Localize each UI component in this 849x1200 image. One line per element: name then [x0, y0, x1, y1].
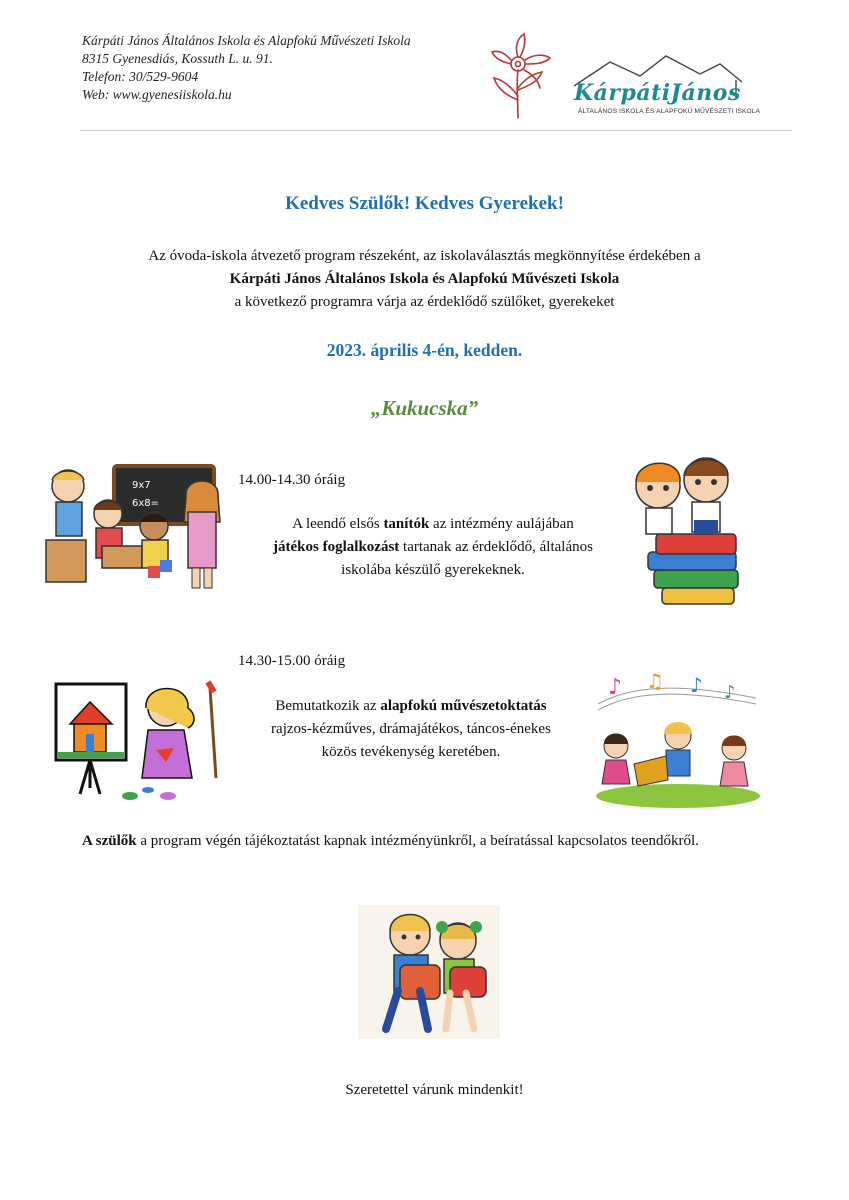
flower-logo-icon [488, 30, 558, 120]
svg-text:♪: ♪ [608, 675, 623, 700]
svg-text:♪: ♪ [690, 673, 703, 697]
session2-line-3: közös tevékenység keretében. [321, 744, 501, 760]
intro-line-1: Az óvoda-iskola átvezető program részeként, az iskolaválasztás megkönnyítése érdekében a [148, 248, 701, 264]
closing-line: Szeretettel várunk mindenkit! [345, 1082, 524, 1098]
school-kids-walking-illustration [358, 905, 500, 1039]
school-name: Kárpáti János Általános Iskola és Alapfokú Művészeti Iskola [82, 33, 411, 48]
intro-line-2: Kárpáti János Általános Iskola és Alapfokú Művészeti Iskola [229, 271, 620, 287]
header-separator [80, 130, 792, 131]
svg-text:♪: ♪ [724, 682, 736, 703]
school-logo-text: KárpátiJános [574, 80, 741, 106]
school-logo-subtext: ÁLTALÁNOS ISKOLA ÉS ALAPFOKÚ MŰVÉSZETI ISKOLA [578, 108, 761, 115]
school-web: Web: www.gyenesiiskola.hu [82, 87, 232, 102]
session1-time: 14.00-14.30 óráig [238, 472, 346, 488]
parents-info: A szülők a program végén tájékoztatást kapnak intézményünkről, a beíratással kapcsolatos teendőkről. [82, 833, 699, 849]
painting-girl-illustration [50, 678, 232, 806]
event-date: 2023. április 4-én, kedden. [326, 340, 523, 360]
music-kids-illustration [594, 664, 760, 808]
session2-time: 14.30-15.00 óráig [238, 653, 346, 669]
page-title: Kedves Szülők! Kedves Gyerekek! [285, 193, 564, 214]
intro-line-3: a következő programra várja az érdeklődő szülőket, gyerekeket [234, 294, 615, 310]
session2-line-2: rajzos-kézműves, drámajátékos, táncos-énekes [271, 721, 551, 737]
session1-line-1: A leendő elsős tanítók az intézmény aulájában [292, 516, 574, 532]
session1-line-2: játékos foglalkozást tartanak az érdeklődő, általános [273, 539, 593, 555]
school-phone: Telefon: 30/529-9604 [82, 69, 199, 84]
svg-text:6x8=: 6x8= [132, 498, 160, 509]
session2-line-1: Bemutatkozik az alapfokú művészetoktatás [275, 698, 547, 714]
kids-on-books-illustration [626, 452, 746, 612]
school-address: 8315 Gyenesdiás, Kossuth L. u. 91. [82, 51, 273, 66]
kids-at-chalkboard-illustration [42, 462, 222, 594]
event-name: „Kukucska” [370, 396, 479, 420]
session1-line-3: iskolába készülő gyerekeknek. [341, 562, 525, 578]
svg-text:9x7: 9x7 [132, 480, 151, 491]
svg-text:♫: ♫ [646, 669, 664, 693]
